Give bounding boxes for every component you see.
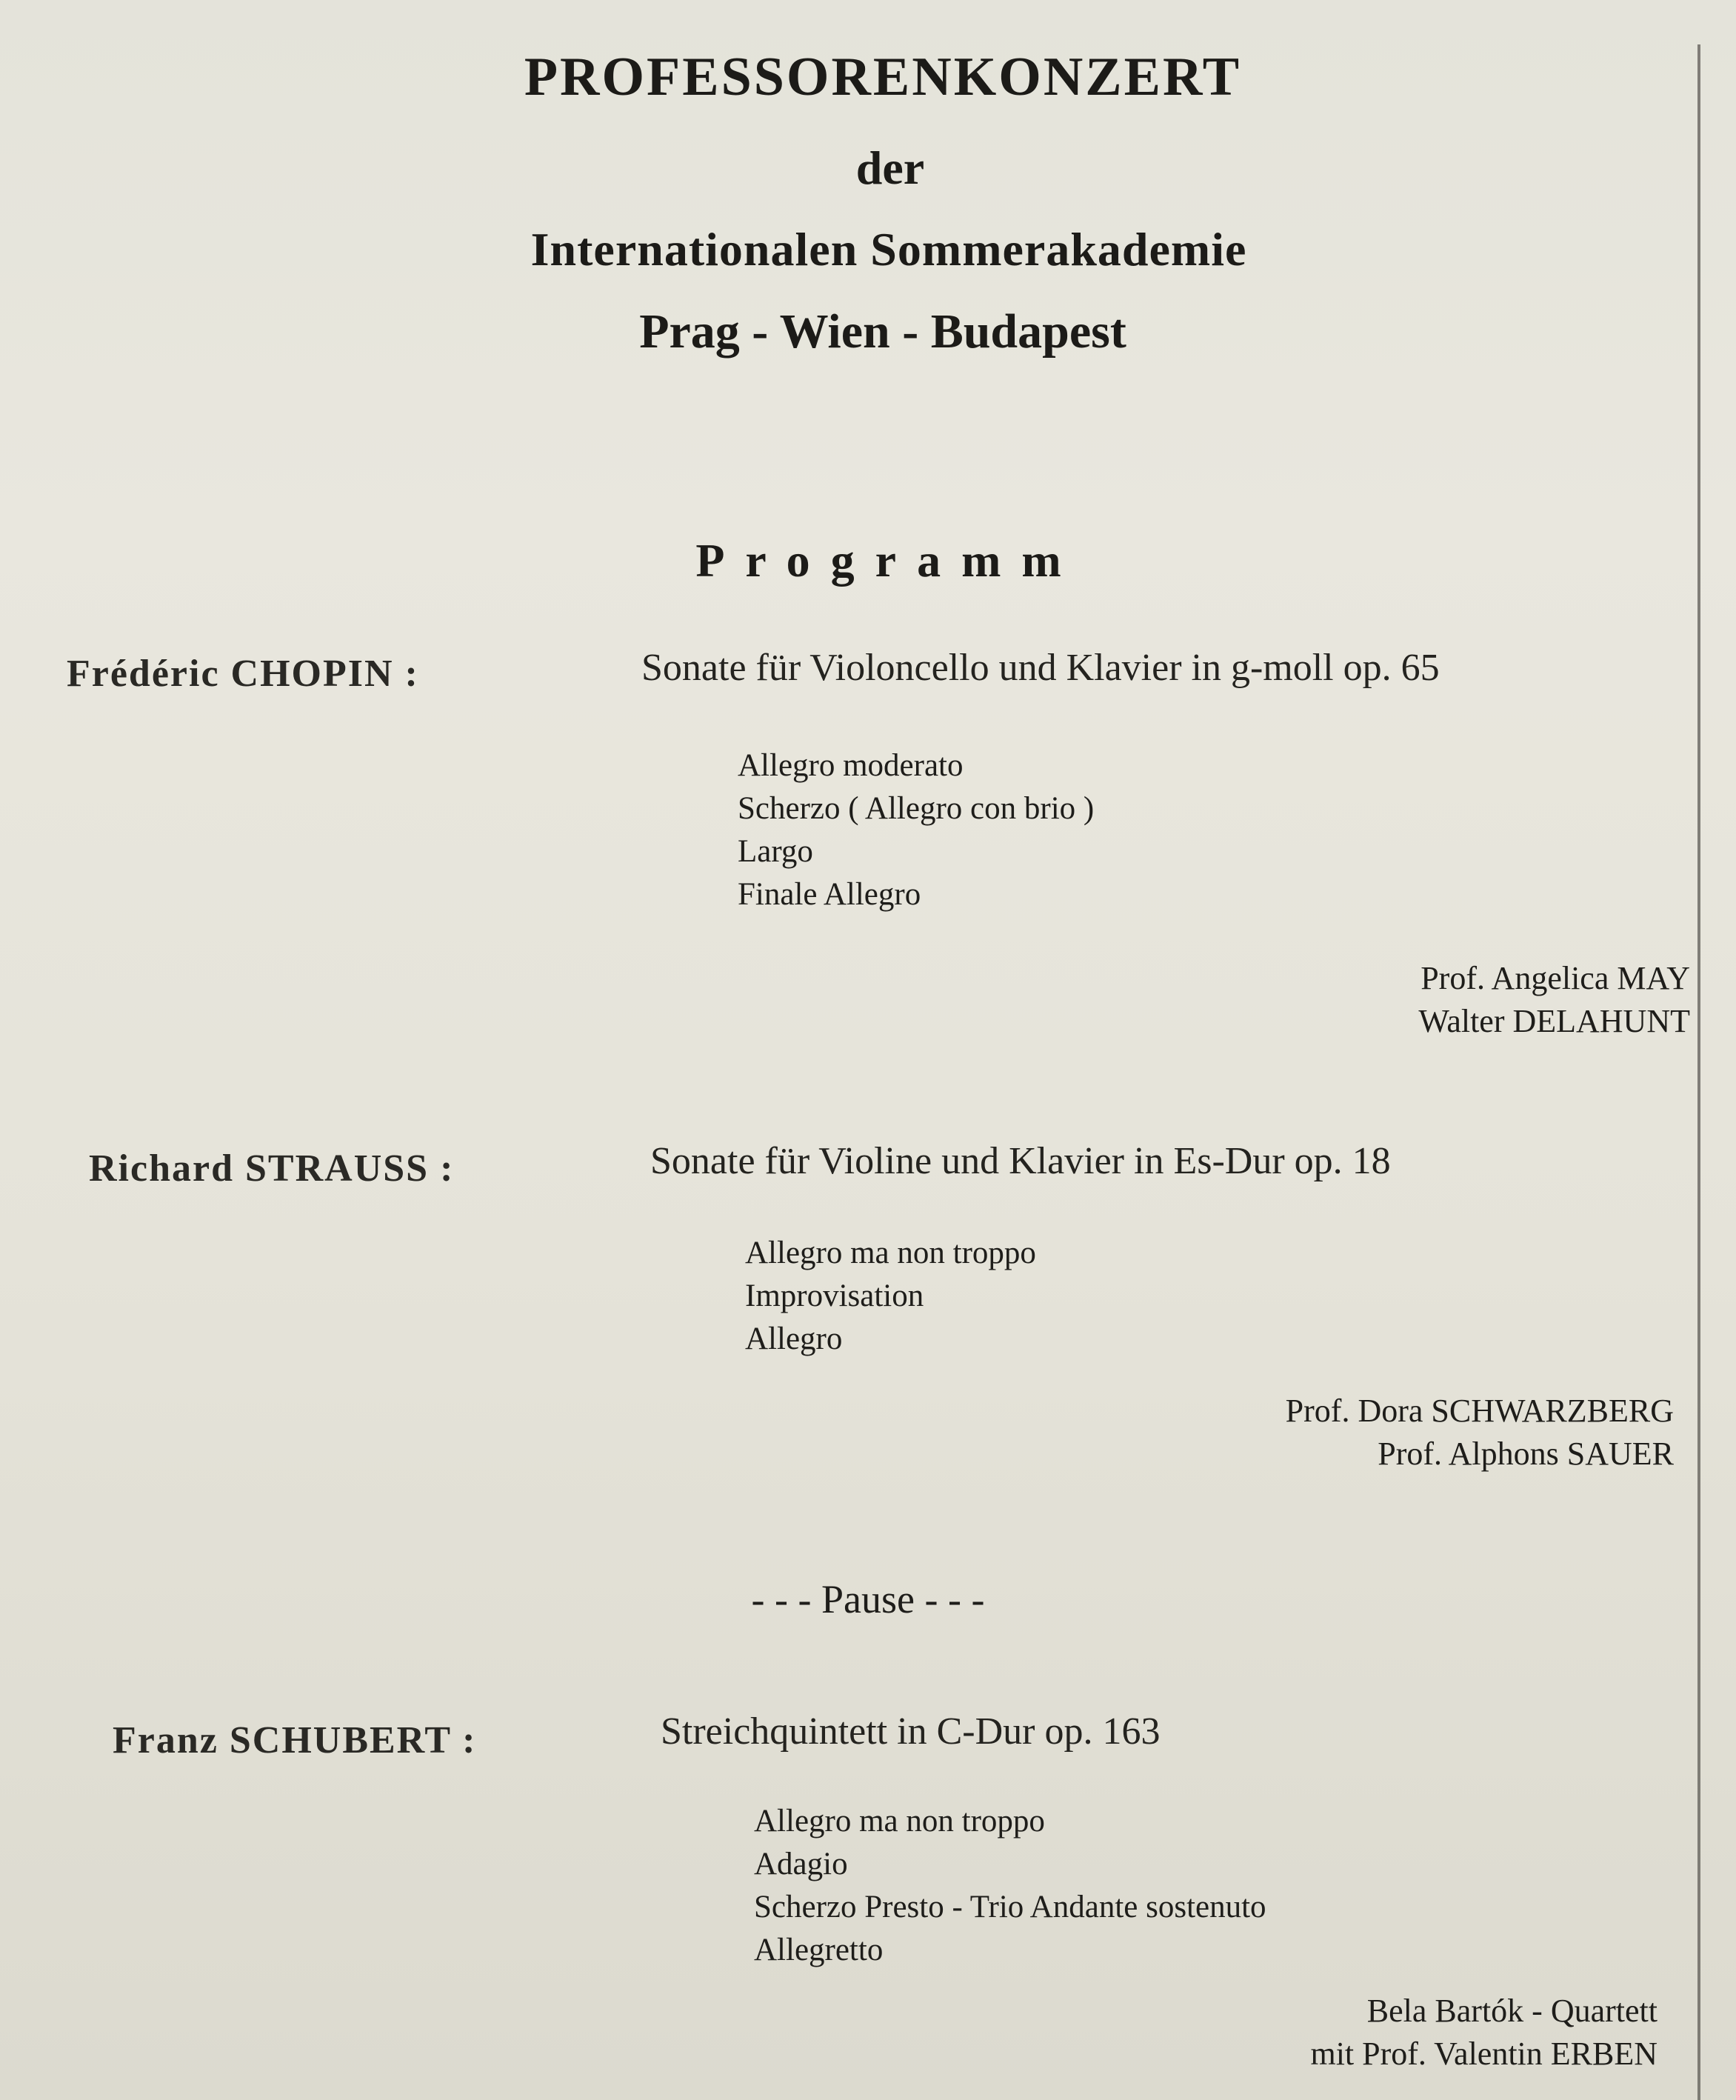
work-chopin: Sonate für Violoncello und Klavier in g-moll op. 65 — [641, 647, 1440, 689]
composer-chopin: Frédéric CHOPIN : — [67, 653, 419, 695]
composer-schubert: Franz SCHUBERT : — [113, 1719, 477, 1761]
performer: Walter DELAHUNT — [1418, 1003, 1690, 1039]
movement: Allegro — [745, 1321, 843, 1356]
work-schubert: Streichquintett in C-Dur op. 163 — [661, 1710, 1161, 1753]
movement: Finale Allegro — [738, 877, 921, 912]
movement: Allegro ma non troppo — [745, 1236, 1036, 1270]
movement: Adagio — [754, 1847, 848, 1881]
academy-cities: Prag - Wien - Budapest — [639, 304, 1126, 359]
movement: Scherzo ( Allegro con brio ) — [738, 791, 1095, 826]
movement: Largo — [738, 834, 813, 869]
movements-strauss — [745, 1232, 1036, 1361]
movement: Allegro ma non troppo — [754, 1804, 1045, 1839]
performer: Bela Bartók - Quartett — [1366, 1993, 1657, 2029]
performer: Prof. Dora SCHWARZBERG — [1285, 1393, 1674, 1429]
work-strauss: Sonate für Violine und Klavier in Es-Dur op. 18 — [650, 1140, 1391, 1182]
performer: mit Prof. Valentin ERBEN — [1310, 2036, 1657, 2072]
performers-strauss — [1286, 1390, 1674, 1476]
movement: Scherzo Presto - Trio Andante sostenuto — [754, 1890, 1266, 1924]
composer-strauss: Richard STRAUSS : — [89, 1147, 455, 1190]
performer: Prof. Angelica MAY — [1420, 960, 1690, 996]
performer: Prof. Alphons SAUER — [1378, 1436, 1674, 1472]
movement: Allegro moderato — [738, 748, 964, 783]
concert-title: PROFESSORENKONZERT — [524, 47, 1242, 107]
intermission: - - - Pause - - - — [751, 1577, 985, 1621]
programm-heading: Programm — [695, 534, 1082, 587]
academy-name: Internationalen Sommerakademie — [530, 223, 1247, 276]
performers-chopin — [1418, 957, 1690, 1043]
movement: Allegretto — [754, 1933, 884, 1967]
title-connector: der — [855, 141, 925, 194]
movements-schubert — [754, 1800, 1266, 1972]
movement: Improvisation — [745, 1279, 924, 1313]
performers-schubert — [1310, 1990, 1657, 2076]
movements-chopin — [738, 744, 1094, 916]
